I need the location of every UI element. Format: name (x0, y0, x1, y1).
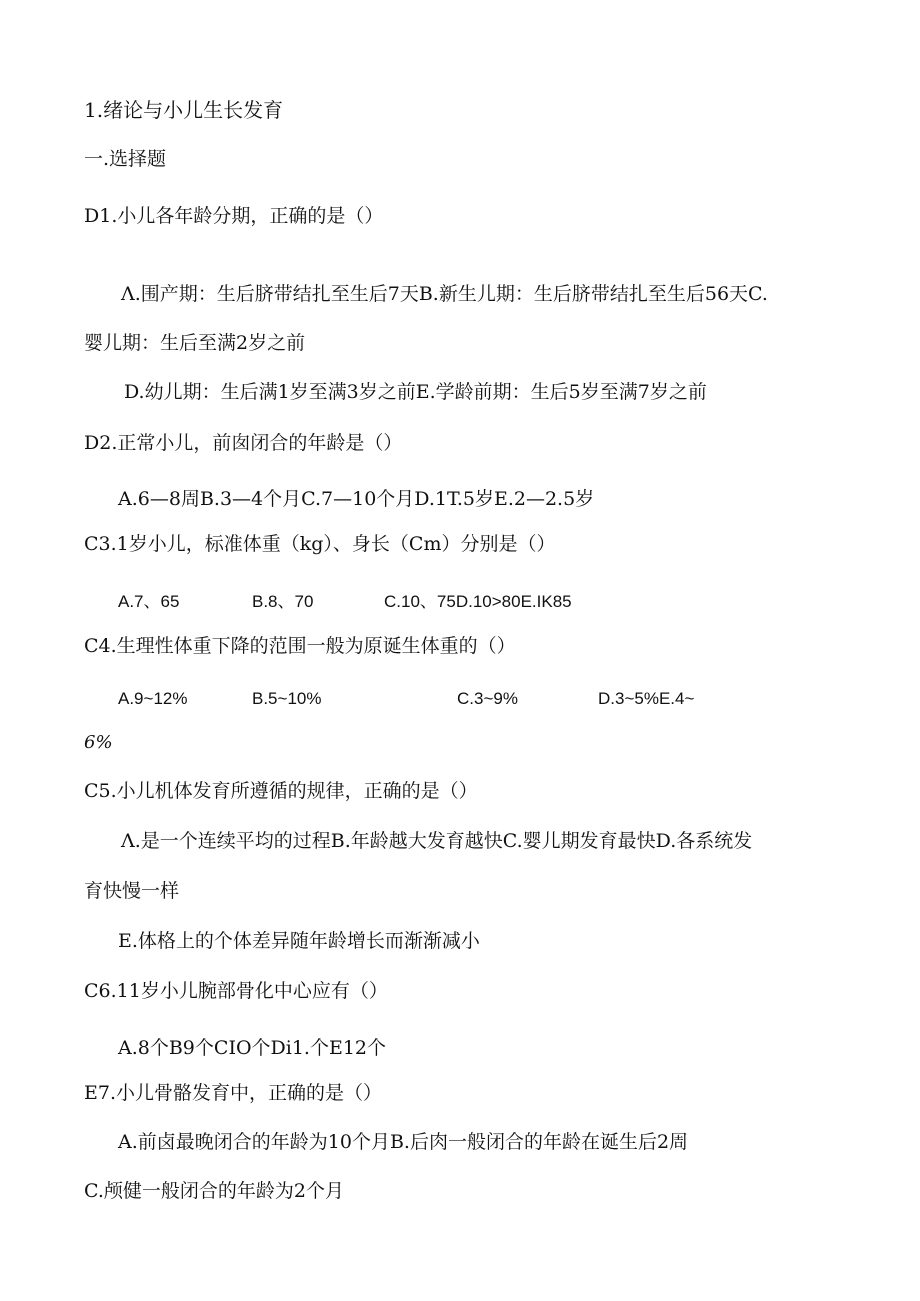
question-options-line: E.体格上的个体差异随年龄增长而渐渐减小 (118, 930, 480, 952)
option-b: B.8、70 (252, 592, 314, 611)
option-b: B.5~10% (252, 689, 322, 708)
question-stem: D1.小儿各年龄分期，正确的是（） (84, 205, 384, 227)
option-c: C.3~9% (457, 689, 518, 708)
question-options-line: D.幼儿期：生后满1岁至满3岁之前E.学龄前期：生后5岁至满7岁之前 (124, 381, 707, 403)
question-options-line: A.6—8周B.3—4个月C.7—10个月D.1T.5岁E.2—2.5岁 (118, 488, 595, 510)
question-options-line: C.颅健一般闭合的年龄为2个月 (84, 1180, 344, 1202)
question-options-line: Λ.围产期：生后脐带结扎至生后7天B.新生儿期：生后脐带结扎至生后56天C. (121, 283, 768, 305)
question-stem: C3.1岁小儿，标准体重（kg）、身长（Cm）分别是（） (84, 533, 556, 555)
question-stem: C5.小儿机体发育所遵循的规律，正确的是（） (84, 780, 478, 802)
question-options-line: A.前卤最晚闭合的年龄为10个月B.后肉一般闭合的年龄在诞生后2周 (118, 1131, 689, 1153)
option-a: A.7、65 (118, 592, 180, 611)
chapter-title: 1.绪论与小儿生长发育 (84, 98, 284, 122)
question-stem: E7.小儿骨骼发育中，正确的是（） (84, 1082, 382, 1104)
question-options-line: 育快慢一样 (84, 880, 180, 902)
option-d-e: D.3~5%E.4~ (598, 689, 695, 708)
option-a: A.9~12% (118, 689, 188, 708)
question-stem: C4.生理性体重下降的范围一般为原诞生体重的（） (84, 635, 516, 657)
question-options-line: 婴儿期：生后至满2岁之前 (84, 332, 306, 354)
section-title: 一.选择题 (84, 148, 167, 170)
question-stem: D2.正常小儿，前囱闭合的年龄是（） (84, 432, 403, 454)
question-options-line: A.8个B9个CIO个Di1.个E12个 (118, 1037, 387, 1059)
option-wrap-text: 6% (84, 732, 113, 753)
question-options-line: Λ.是一个连续平均的过程B.年龄越大发育越快C.婴儿期发育最快D.各系统发 (121, 830, 753, 852)
option-c-d-e: C.10、75D.10>80E.IK85 (384, 592, 572, 611)
question-stem: C6.11岁小儿腕部骨化中心应有（） (84, 980, 388, 1002)
